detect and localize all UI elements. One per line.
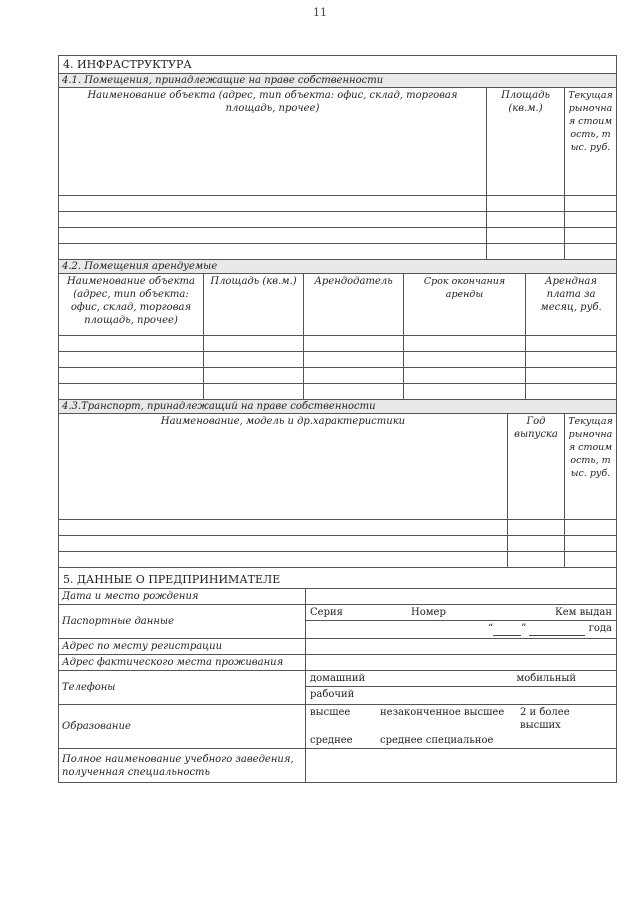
table-row[interactable]	[59, 520, 617, 536]
table-row[interactable]	[59, 552, 617, 568]
table-owned-transport	[58, 400, 617, 568]
field-phones[interactable]	[306, 671, 617, 705]
edu-higher[interactable]: высшее	[310, 707, 351, 718]
label-education: Образование	[59, 705, 306, 749]
table-row[interactable]	[59, 536, 617, 552]
col-monthly-rent: Арендная плата за месяц, руб.	[526, 274, 617, 336]
label-live-address: Адрес фактического места проживания	[59, 655, 306, 671]
table-row[interactable]	[59, 212, 617, 228]
section-5-title: 5. ДАННЫЕ О ПРЕДПРИНИМАТЕЛЕ	[59, 568, 617, 589]
table-row[interactable]	[59, 244, 617, 260]
application-form	[58, 55, 616, 783]
col-year: Год выпуска	[508, 414, 565, 520]
table-entrepreneur	[58, 568, 617, 783]
section-4-1-title: 4.1. Помещения, принадлежащие на праве собственности	[59, 74, 617, 88]
field-live-address[interactable]	[306, 655, 617, 671]
col-rented-object: Наименование объекта (адрес, тип объекта: офис, склад, торговая площадь, прочее)	[59, 274, 204, 336]
year-label: года	[588, 623, 613, 634]
issue-month-blank[interactable]	[529, 622, 585, 636]
col-object-name: Наименование объекта (адрес, тип объекта: офис, склад, торговая площадь, прочее)	[59, 88, 487, 196]
issue-day-blank[interactable]	[493, 622, 521, 636]
section-4-title: 4. ИНФРАСТРУКТУРА	[59, 56, 617, 74]
phone-home-label: домашний	[306, 671, 461, 687]
label-phones: Телефоны	[59, 671, 306, 705]
field-birth[interactable]	[306, 589, 617, 605]
field-institution[interactable]	[306, 749, 617, 783]
section-4-3-title: 4.3.Транспорт, принадлежащий на праве собственности	[59, 400, 617, 414]
label-institution: Полное наименование учебного заведения, полученная специальность	[59, 749, 306, 783]
label-passport: Паспортные данные	[59, 605, 306, 639]
col-area: Площадь (кв.м.)	[487, 88, 565, 196]
table-row[interactable]	[59, 228, 617, 244]
phone-mobile-label: мобильный	[461, 671, 616, 687]
passport-number-label: Номер	[407, 605, 524, 621]
section-4-2-title: 4.2. Помещения арендуемые	[59, 260, 617, 274]
passport-series-label: Серия	[306, 605, 407, 621]
page-number: 11	[313, 6, 327, 19]
table-row[interactable]	[59, 336, 617, 352]
col-vehicle-value: Текущая рыночная стоимость, тыс. руб.	[565, 414, 617, 520]
col-landlord: Арендодатель	[304, 274, 404, 336]
label-reg-address: Адрес по месту регистрации	[59, 639, 306, 655]
field-reg-address[interactable]	[306, 639, 617, 655]
edu-unfinished[interactable]: незаконченное высшее	[380, 707, 505, 718]
col-market-value: Текущая рыночная стоимость, тыс. руб.	[565, 88, 617, 196]
edu-two-higher[interactable]: 2 и более высших	[520, 707, 570, 731]
col-lease-end: Срок окончания аренды	[404, 274, 526, 336]
edu-secondary-special[interactable]: среднее специальное	[380, 735, 494, 746]
phone-work-label: рабочий	[310, 689, 355, 700]
col-rented-area: Площадь (кв.м.)	[204, 274, 304, 336]
table-row[interactable]	[59, 196, 617, 212]
label-birth: Дата и место рождения	[59, 589, 306, 605]
edu-secondary[interactable]: среднее	[310, 735, 353, 746]
table-row[interactable]	[59, 368, 617, 384]
table-row[interactable]	[59, 384, 617, 400]
quote-close: ”	[521, 623, 527, 634]
quote-open: “	[488, 623, 494, 634]
field-education[interactable]	[306, 705, 617, 749]
table-row[interactable]	[59, 352, 617, 368]
table-owned-premises	[58, 55, 617, 260]
table-rented-premises	[58, 260, 617, 400]
field-passport[interactable]	[306, 605, 617, 639]
col-vehicle-name: Наименование, модель и др.характеристики	[59, 414, 508, 520]
passport-issued-label: Кем выдан	[524, 605, 617, 621]
